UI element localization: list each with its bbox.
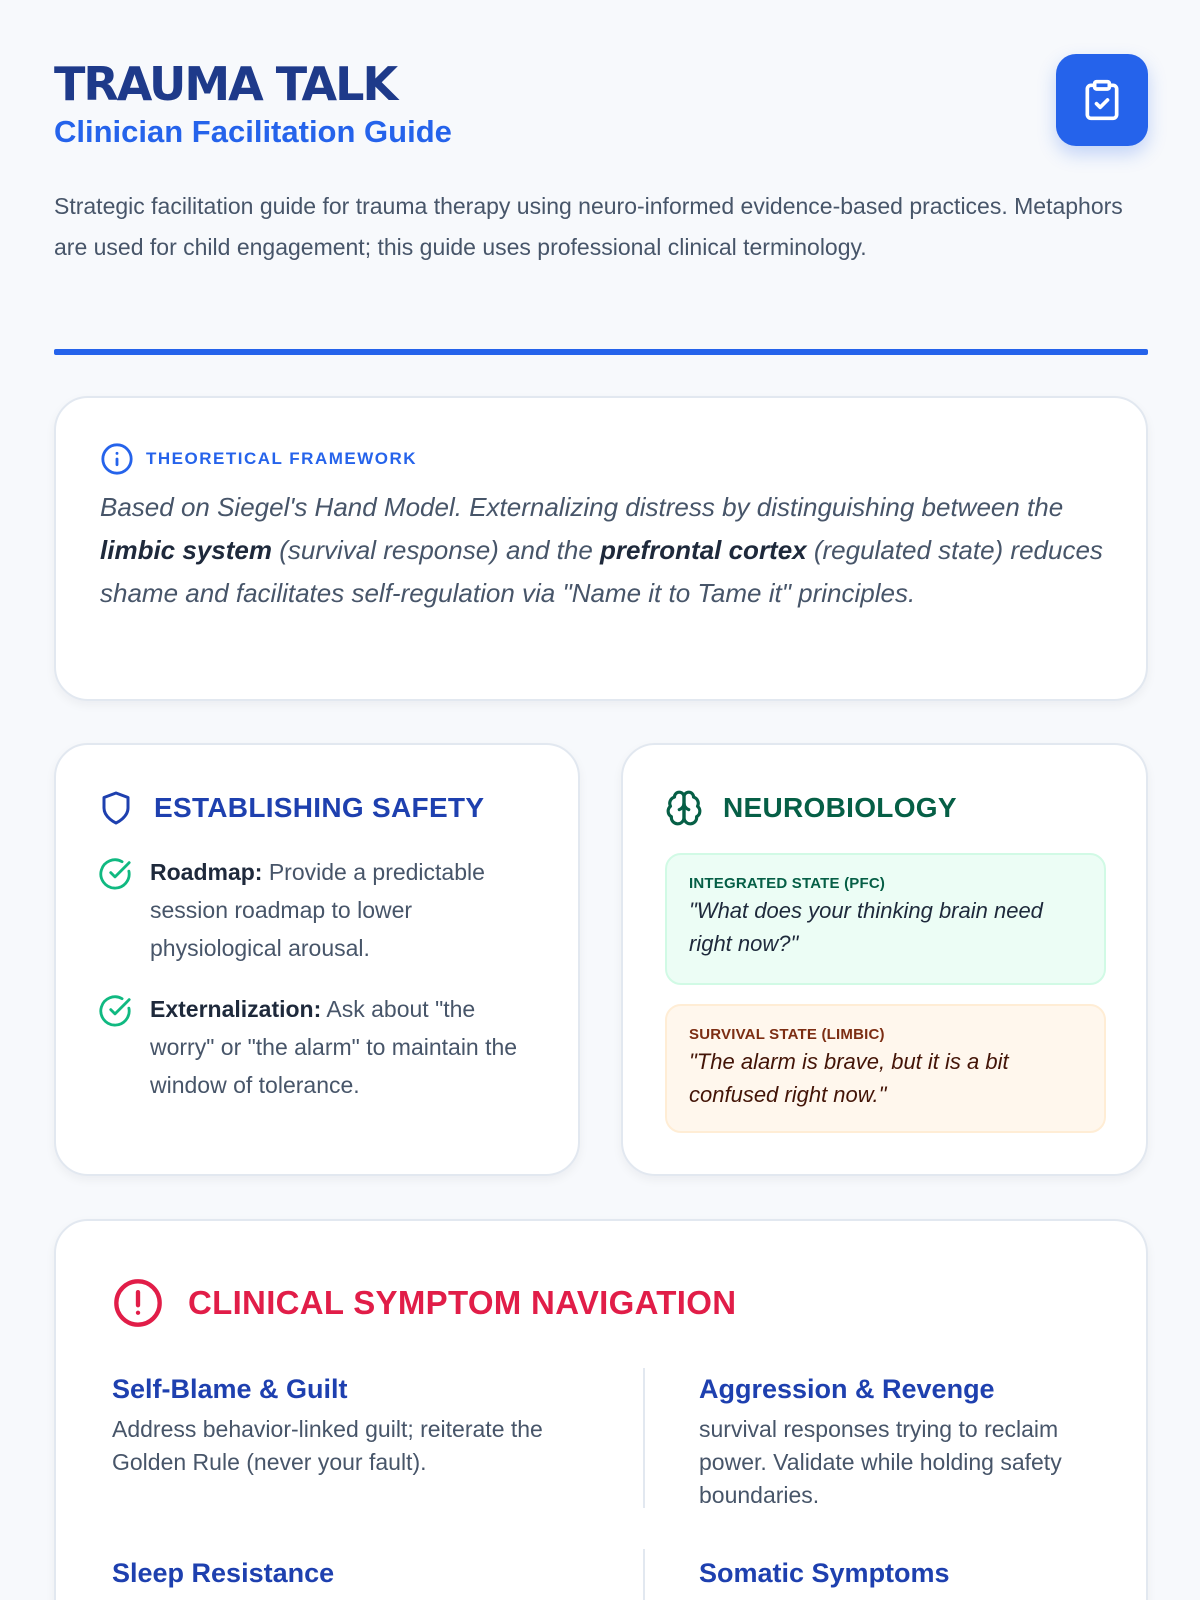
info-icon: [100, 442, 134, 476]
symptoms-title: CLINICAL SYMPTOM NAVIGATION: [188, 1284, 737, 1321]
symptom-title: Self-Blame & Guilt: [112, 1374, 348, 1404]
clipboard-check-icon: [1080, 76, 1124, 124]
alert-circle-icon: [112, 1277, 164, 1329]
symptoms-heading: [112, 1277, 736, 1329]
symptom-somatic: [699, 1555, 1139, 1597]
survival-state-quote: "The alarm is brave, but it is a bit confused right now.": [689, 1049, 1009, 1107]
check-circle-icon: [98, 994, 132, 1028]
check-circle-icon: [98, 857, 132, 891]
integrated-state-label: INTEGRATED STATE (PFC): [689, 875, 886, 892]
term-pfc: prefrontal cortex: [600, 535, 807, 565]
symptom-text: Address behavior-linked guilt; reiterate the Golden Rule (never your fault).: [112, 1416, 543, 1475]
intro-text: Strategic facilitation guide for trauma therapy using neuro-informed evidence-based practices. Metaphors are used for child engagement; this guide uses professional clinical terminology.: [54, 193, 1123, 260]
safety-item-text: Externalization: Ask about "the worry" or "the alarm" to maintain the window of tolerance.: [150, 996, 518, 1098]
neuro-title: NEUROBIOLOGY: [723, 792, 957, 823]
symptom-title: Aggression & Revenge: [699, 1374, 995, 1404]
framework-label: [100, 442, 417, 476]
symptom-title: Sleep Resistance: [112, 1558, 335, 1588]
survival-state-label: SURVIVAL STATE (LIMBIC): [689, 1026, 885, 1043]
clipboard-button[interactable]: [1056, 54, 1148, 146]
safety-item-text: Roadmap: Provide a predictable session roadmap to lower physiological arousal.: [150, 859, 485, 961]
safety-list: [98, 853, 538, 1127]
column-divider: [643, 1549, 645, 1600]
framework-card: [54, 396, 1148, 701]
app-title: TRAUMA TALK: [54, 57, 397, 111]
header: [54, 56, 1148, 152]
safety-heading: [98, 789, 484, 827]
header-divider: [54, 349, 1148, 355]
term-limbic: limbic system: [100, 535, 272, 565]
survival-state-box: [665, 1004, 1106, 1133]
list-item: [98, 853, 538, 967]
safety-card: [54, 743, 580, 1176]
integrated-state-box: [665, 853, 1106, 985]
symptom-self-blame: [112, 1371, 552, 1479]
neurobiology-card: [621, 743, 1148, 1176]
framework-label-text: THEORETICAL FRAMEWORK: [146, 449, 418, 468]
safety-title: ESTABLISHING SAFETY: [154, 792, 485, 823]
app-subtitle: Clinician Facilitation Guide: [54, 114, 452, 149]
column-divider: [643, 1368, 645, 1508]
shield-icon: [98, 789, 134, 827]
integrated-state-quote: "What does your thinking brain need right now?": [689, 898, 1043, 956]
list-item: [98, 990, 538, 1104]
symptom-text: survival responses trying to reclaim power. Validate while holding safety boundaries.: [699, 1416, 1062, 1508]
framework-text: Based on Siegel's Hand Model. Externalizing distress by distinguishing between the limbic system (survival response) and the prefrontal cortex (regulated state) reduces shame and facilitates self-regulation via "Name it to Tame it" principles.: [100, 492, 1103, 608]
symptoms-card: [54, 1219, 1148, 1600]
brain-icon: [665, 789, 703, 827]
neuro-heading: [665, 789, 957, 827]
symptom-sleep: [112, 1555, 552, 1597]
symptom-title: Somatic Symptoms: [699, 1558, 950, 1588]
symptom-aggression: [699, 1371, 1109, 1512]
